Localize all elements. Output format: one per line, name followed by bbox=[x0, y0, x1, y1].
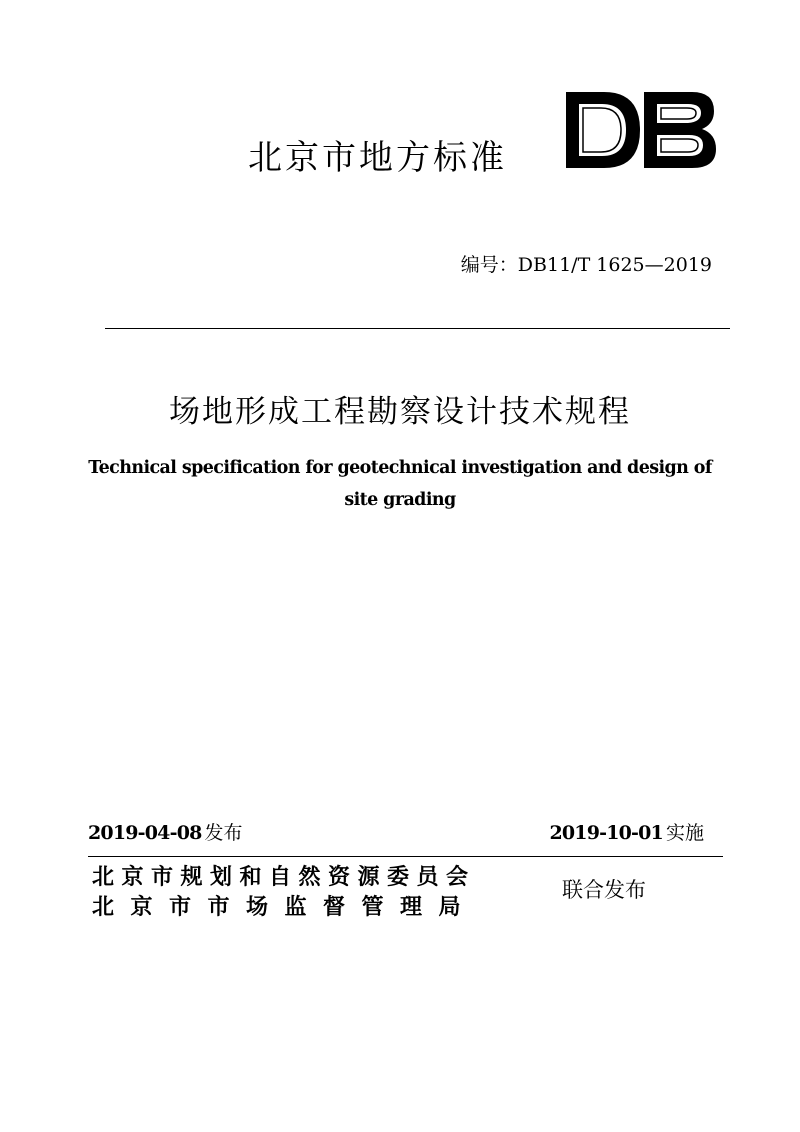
issue-label: 发布 bbox=[204, 822, 243, 844]
issue-date-block bbox=[88, 818, 243, 845]
issuer-line-1: 北京市规划和自然资源委员会 bbox=[92, 865, 476, 890]
footer-divider bbox=[88, 856, 723, 857]
standard-title: 北京市地方标准 bbox=[248, 138, 507, 178]
document-title-en bbox=[60, 452, 740, 516]
header-divider bbox=[105, 328, 730, 329]
implement-label: 实施 bbox=[665, 822, 704, 844]
document-title-en-line2: site grading bbox=[344, 490, 456, 510]
document-title-en-line1: Technical specification for geotechnical investigation and design of bbox=[88, 458, 712, 478]
implement-date-block bbox=[549, 818, 704, 845]
implement-date: 2019-10-01 bbox=[549, 822, 663, 844]
db-logo bbox=[564, 90, 718, 170]
issuer-line-2: 北京市市场监督管理局 bbox=[92, 895, 478, 920]
document-title-cn: 场地形成工程勘察设计技术规程 bbox=[169, 394, 631, 430]
db-logo-graphic bbox=[564, 90, 718, 170]
joint-publish-label: 联合发布 bbox=[562, 878, 646, 902]
standard-number: 编号：DB11/T 1625—2019 bbox=[460, 254, 712, 276]
issue-date: 2019-04-08 bbox=[88, 822, 202, 844]
